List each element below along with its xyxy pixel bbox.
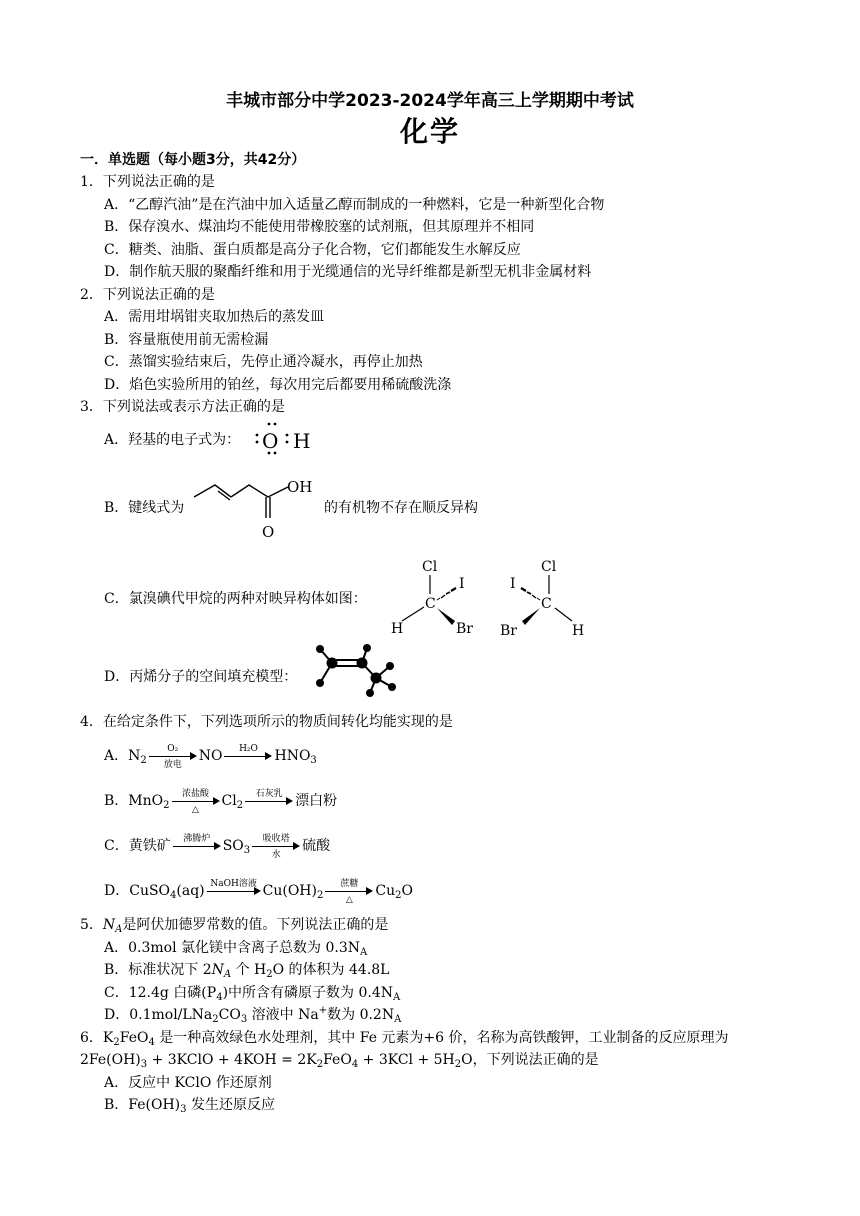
q2-option-c: C．蒸馏实验结束后，先停止通冷凝水，再停止加热 [104,354,423,370]
q1-option-b: B．保存溴水、煤油均不能使用带橡胶塞的试剂瓶，但其原理并不相同 [104,219,535,235]
carbon-label: C [541,596,552,612]
reaction-arrow: O₂ 放电 [149,747,197,765]
oh-label: OH [287,478,313,496]
q3-option-d: D．丙烯分子的空间填充模型： [104,669,298,685]
q2-stem: 2．下列说法正确的是 [80,287,215,303]
q6-option-a: A．反应中 KClO 作还原剂 [104,1075,272,1091]
iodine-label: I [459,576,465,592]
hydrogen-label: H [572,623,585,639]
q6-stem-line2: $2Fe(OH)_3$ + 3KClO + $4KOH = 2K_2FeO_4 + 3KCl + 5H_2O$，下列说法正确的是 [80,1052,599,1070]
hydrogen-symbol: H [293,429,311,453]
q3-option-a: A．羟基的电子式为： [104,432,241,448]
q3-stem: 3．下列说法或表示方法正确的是 [80,399,285,415]
q1-option-c: C．糖类、油脂、蛋白质都是高分子化合物，它们都能发生水解反应 [104,242,521,258]
hydroxyl-electron-formula [248,420,318,458]
reaction-arrow: 石灰乳 [245,792,293,810]
q5-option-b: B．标准状况下 $2N_A$ 个 $H_2O$ 的体积为 44.8L [104,962,390,980]
propene-ball-and-stick-model [310,643,400,698]
section-heading: 一．单选题（每小题3分，共42分） [80,152,306,168]
reaction-arrow: 沸腾炉 [173,837,221,855]
q1-option-d: D．制作航天服的聚酯纤维和用于光缆通信的光导纤维都是新型无机非金属材料 [104,264,592,280]
exam-title: 丰城市部分中学2023-2024学年高三上学期期中考试 [226,91,634,111]
iodine-label: I [510,576,516,592]
chlorine-label: Cl [541,559,557,575]
reaction-arrow: 浓盐酸 △ [172,792,220,810]
reaction-arrow: H₂O [224,747,272,765]
q4-option-c: C．黄铁矿 沸腾炉 $SO_3$ 吸收塔 水 硫酸 [104,834,331,860]
q4-stem: 4．在给定条件下，下列选项所示的物质间转化均能实现的是 [80,714,453,730]
q5-stem: 5．$N_A$是阿伏加德罗常数的值。下列说法正确的是 [80,917,389,935]
q1-option-a: A．“乙醇汽油”是在汽油中加入适量乙醇而制成的一种燃料，它是一种新型化合物 [104,197,605,213]
crotonic-acid-skeletal-structure [190,473,325,543]
q3-option-c: C．氯溴碘代甲烷的两种对映异构体如图： [104,591,367,607]
oxygen-symbol: O [262,429,279,453]
q3-option-b-suffix: 的有机物不存在顺反异构 [324,500,478,516]
q1-stem: 1．下列说法正确的是 [80,174,215,190]
q4-option-b: B．MnO$_2$ 浓盐酸 △ $Cl_2$ 石灰乳 漂白粉 [104,789,338,815]
q5-option-d: D．$0.1mol/LNa_2CO_3$ 溶液中 Na+数为 $0.2N_A$ [104,1005,402,1025]
bromine-label: Br [500,623,517,639]
q5-option-a: A．0.3mol 氯化镁中含离子总数为 $0.3N_A$ [104,940,368,958]
chlorine-label: Cl [422,559,438,575]
reaction-arrow: 蔗糖 △ [325,882,373,900]
q6-option-b: B．$Fe(OH)_3$ 发生还原反应 [104,1097,275,1115]
q2-option-d: D．焰色实验所用的铂丝，每次用完后都要用稀硫酸洗涤 [104,377,452,393]
reaction-arrow: NaOH溶液 [207,882,261,900]
carbon-label: C [425,596,436,612]
carbonyl-o-label: O [262,523,275,541]
q2-option-a: A．需用坩埚钳夹取加热后的蒸发皿 [104,309,325,325]
reaction-arrow: 吸收塔 水 [252,837,300,855]
q2-option-b: B．容量瓶使用前无需检漏 [104,332,269,348]
q4-option-a: A．$N_2$ O₂ 放电 NO H₂O $HNO_3$ [104,744,317,770]
subject-title: 化学 [399,115,460,148]
hydrogen-label: H [391,621,404,637]
q5-option-c: C．12.4g 白磷$(P_4)$中所含有磷原子数为 $0.4N_A$ [104,985,401,1003]
bromine-label: Br [456,621,473,637]
enantiomer-structure-2 [500,555,600,640]
q4-option-d: D．CuSO$_4$(aq) NaOH溶液 $Cu(OH)_2$ 蔗糖 △ $Cu_2O$ [104,879,413,905]
q6-stem-line1: 6．$K_2FeO_4$ 是一种高效绿色水处理剂，其中 Fe 元素为+6 价，名称为高铁酸钾，工业制备的反应原理为 [80,1030,729,1048]
q3-option-b-prefix: B．键线式为 [104,500,185,516]
enantiomer-structure-1 [385,555,485,640]
